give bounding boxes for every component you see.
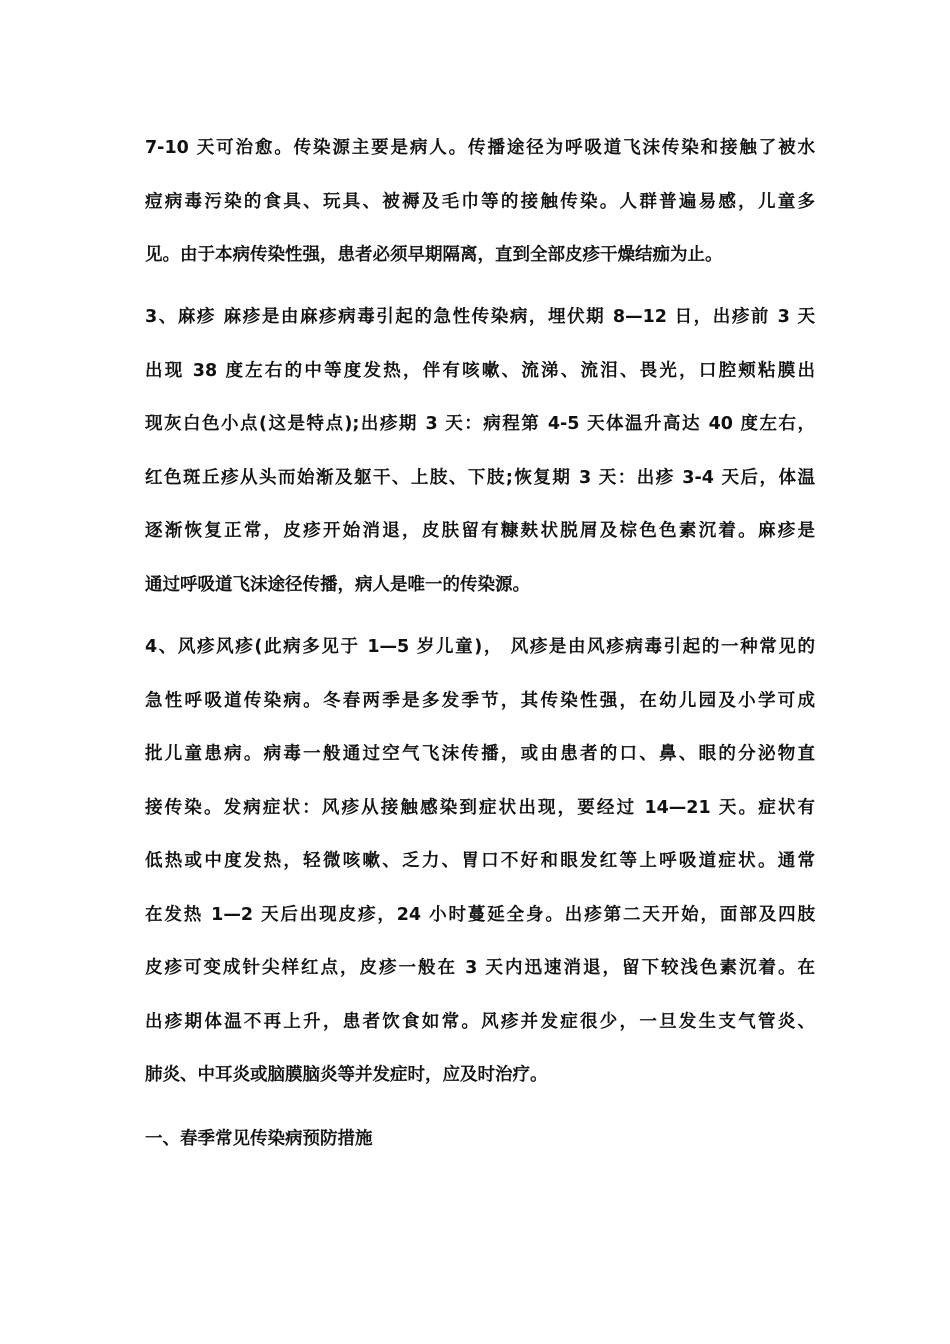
text-line: 逐渐恢复正常，皮疹开始消退，皮肤留有糠麸状脱屑及棕色色素沉着。麻疹是 [145,521,815,541]
text-line: 皮疹可变成针尖样红点，皮疹一般在 3 天内迅速消退，留下较浅色素沉着。在 [145,958,815,978]
text-line: 7-10 天可治愈。传染源主要是病人。传播途径为呼吸道飞沫传染和接触了被水 [145,138,815,158]
text-line: 出疹期体温不再上升，患者饮食如常。风疹并发症很少，一旦发生支气管炎、 [145,1011,815,1032]
text-line: 4、风疹风疹(此病多见于 1—5 岁儿童)， 风疹是由风疹病毒引起的一种常见的 [145,637,815,657]
text-line: 低热或中度发热，轻微咳嗽、乏力、胃口不好和眼发红等上呼吸道症状。通常 [145,851,815,871]
text-line: 痘病毒污染的食具、玩具、被褥及毛巾等的接触传染。人群普遍易感，儿童多 [145,191,815,212]
text-line: 肺炎、中耳炎或脑膜脑炎等并发症时，应及时治疗。 [145,1065,548,1085]
text-line: 在发热 1—2 天后出现皮疹，24 小时蔓延全身。出疹第二天开始，面部及四肢 [145,904,815,925]
text-line: 出现 38 度左右的中等度发热，伴有咳嗽、流涕、流泪、畏光，口腔颊粘膜出 [145,360,815,381]
text-line: 批儿童患病。病毒一般通过空气飞沫传播，或由患者的口、鼻、眼的分泌物直 [145,744,815,764]
section-heading [145,1113,815,1167]
text-line: 红色斑丘疹从头而始渐及躯干、上肢、下肢;恢复期 3 天：出疹 3-4 天后，体温 [145,467,815,488]
text-line: 现灰白色小点(这是特点);出疹期 3 天：病程第 4-5 天体温升高达 40 度左右， [145,414,815,434]
text-line: 3、麻疹 麻疹是由麻疹病毒引起的急性传染病，埋伏期 8—12 日，出疹前 3 天 [145,307,815,327]
text-line: 急性呼吸道传染病。冬春两季是多发季节，其传染性强，在幼儿园及小学可成 [145,690,815,711]
paragraph-chickenpox-continued [145,122,815,283]
heading-text: 一、春季常见传染病预防措施 [145,1129,373,1149]
text-line: 见。由于本病传染性强，患者必须早期隔离，直到全部皮疹干燥结痂为止。 [145,245,723,265]
paragraph-measles [145,291,815,612]
paragraph-rubella [145,621,815,1103]
text-line: 通过呼吸道飞沫途径传播，病人是唯一的传染源。 [145,574,530,595]
text-line: 接传染。发病症状：风疹从接触感染到症状出现，要经过 14—21 天。症状有 [145,797,815,818]
